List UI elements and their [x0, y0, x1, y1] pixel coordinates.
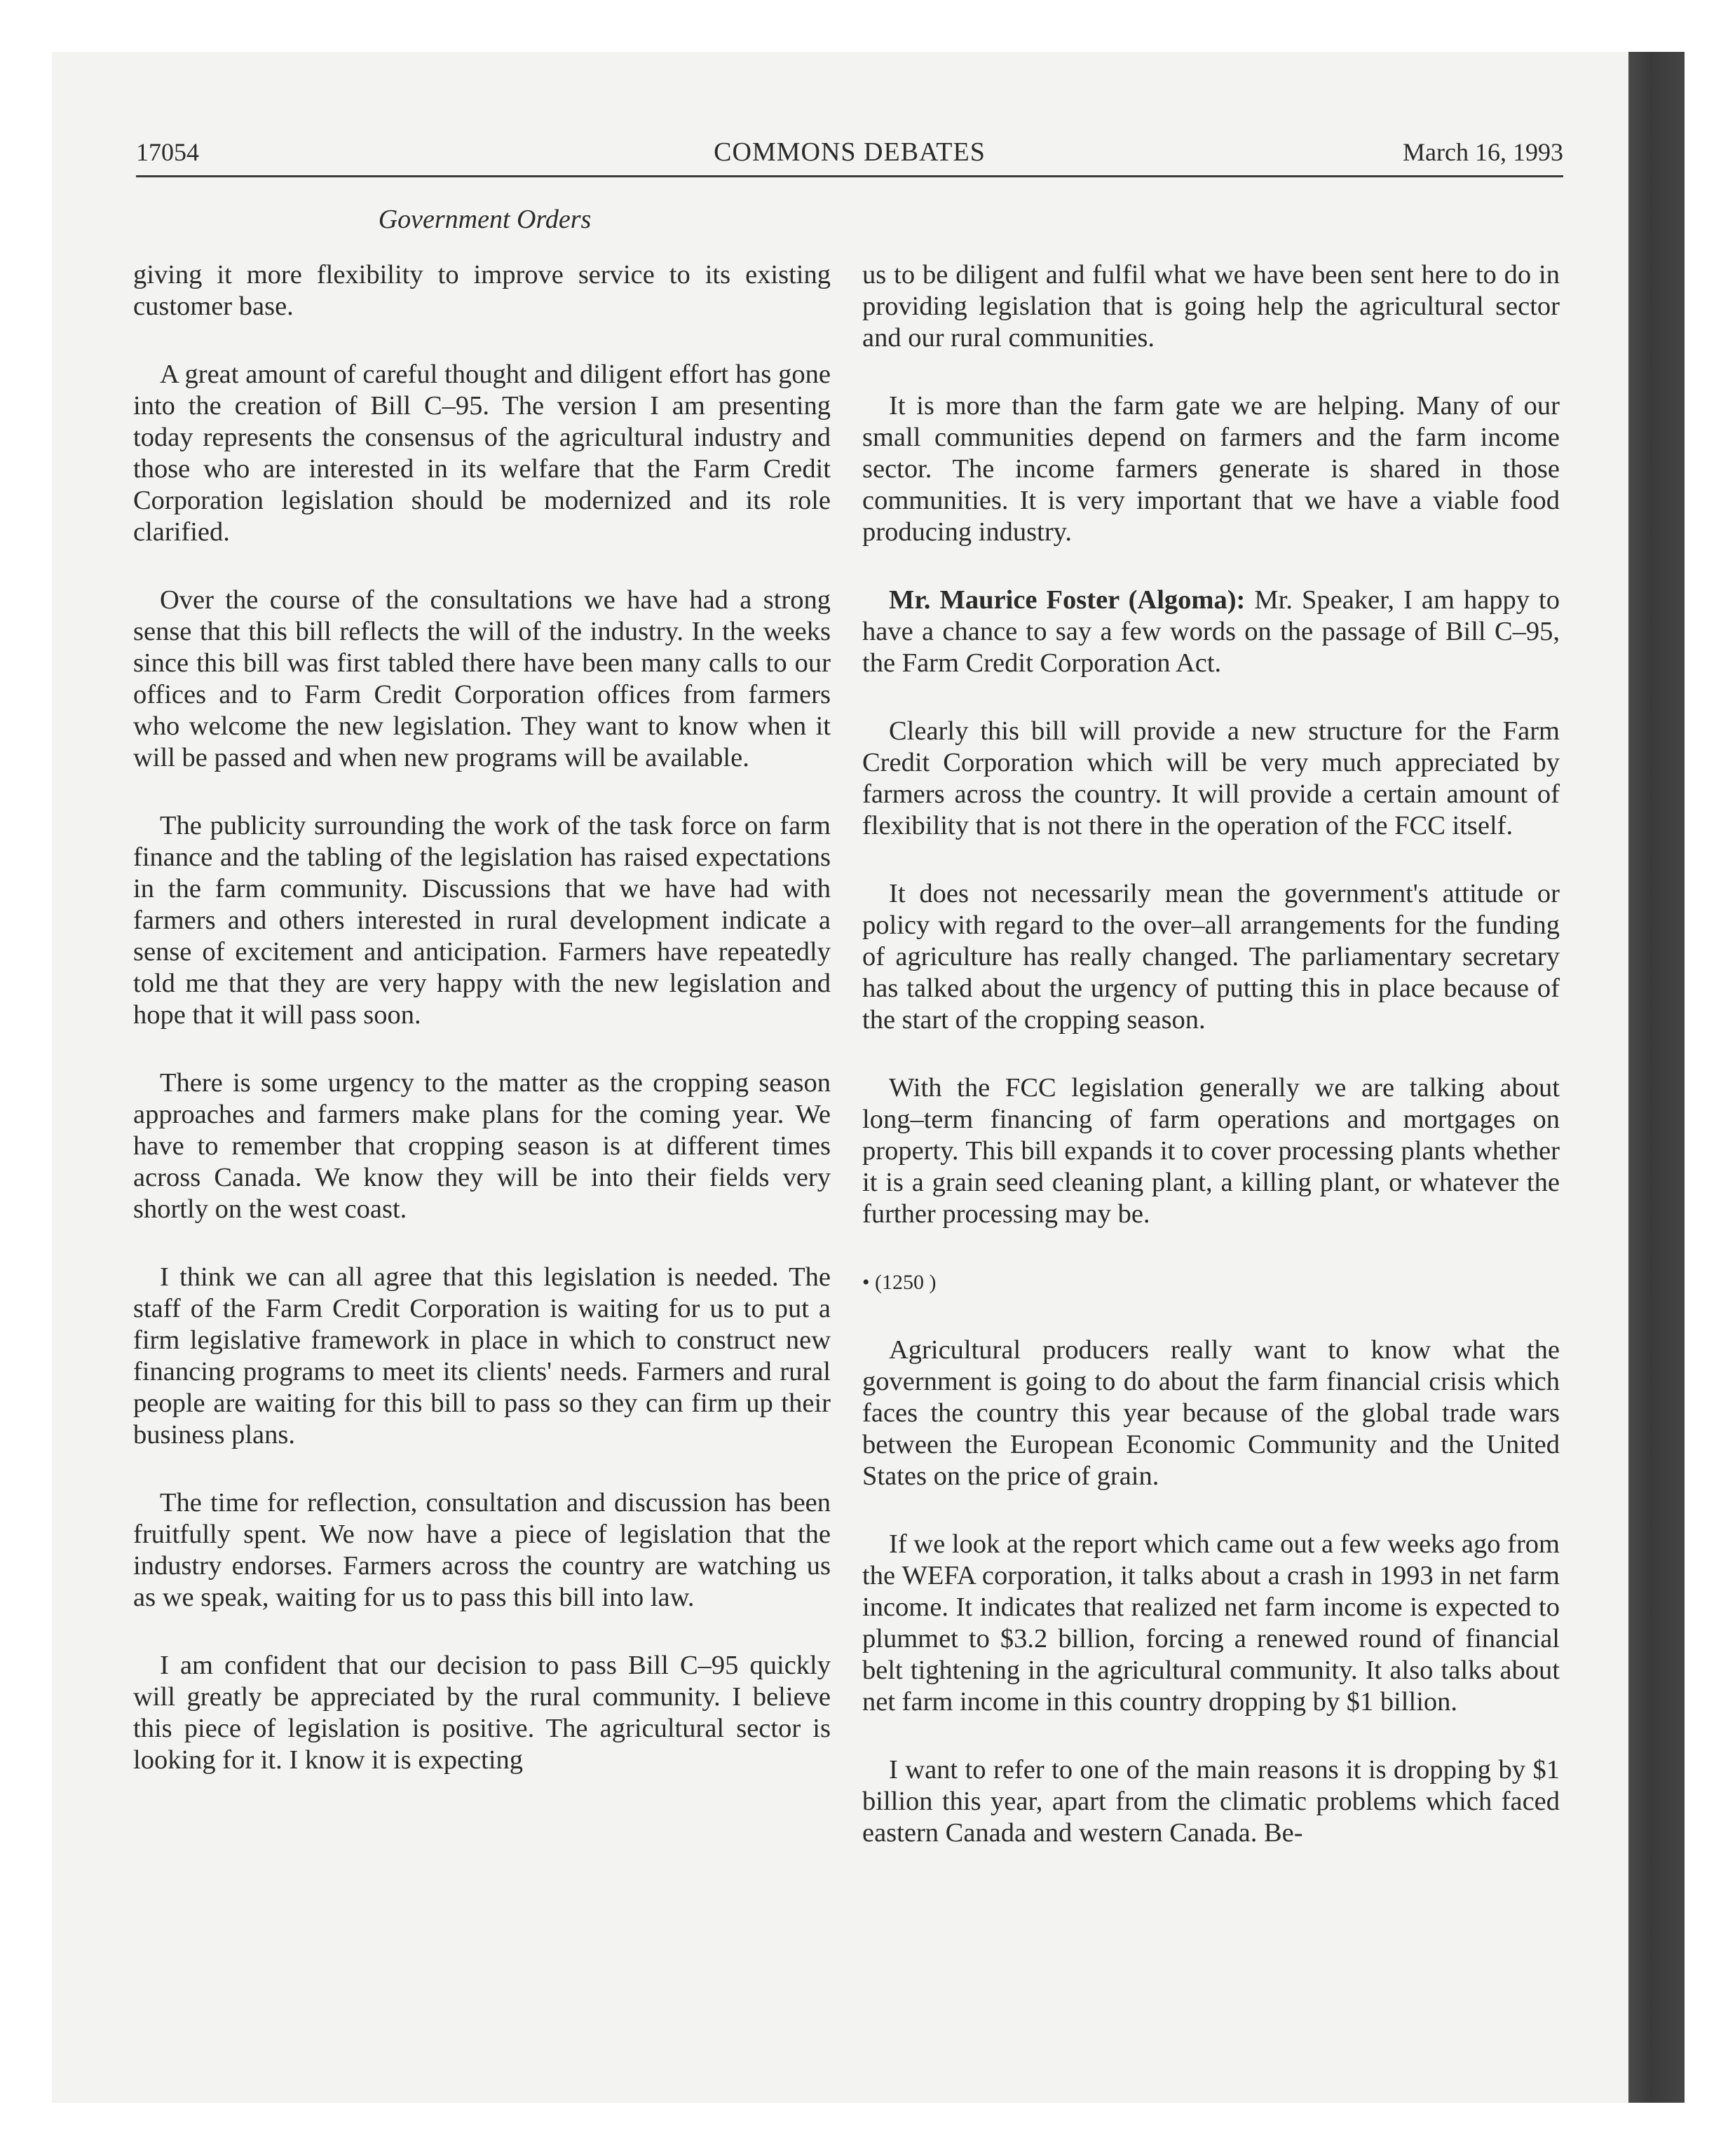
page-date: March 16, 1993 [1403, 138, 1563, 166]
speaker-name: Mr. Maurice Foster (Algoma): [889, 585, 1246, 615]
paragraph: The publicity surrounding the work of the task force on farm finance and the tabling of the legislation has raised expectations in the farm community. Discussions that we have had with farmers and others interested in rural development indicate a sense of excitement and anticipation. Farmers have repeatedly told me that they are very happy with the new legislation and hope that it will pass soon. [133, 811, 831, 1030]
paragraph: Clearly this bill will provide a new structure for the Farm Credit Corporation which will be very much appreciated by farmers across the country. It will provide a certain amount of flexibility that is not there in the operation of the FCC itself. [862, 716, 1560, 840]
right-column [862, 259, 1560, 1885]
paragraph: A great amount of careful thought and diligent effort has gone into the creation of Bill C–95. The version I am presenting today represents the consensus of the agricultural industry and those who are interested in its welfare that the Farm Credit Corporation legislation should be modernized and its role clarified. [133, 360, 831, 547]
speaker-paragraph [862, 585, 1560, 679]
paragraph: Over the course of the consultations we have had a strong sense that this bill reflects the will of the industry. In the weeks since this bill was first tabled there have been many calls to our offices and to Farm Credit Corporation offices from farmers who welcome the new legislation. They want to know when it will be passed and when new programs will be available. [133, 585, 831, 772]
paragraph: Agricultural producers really want to know what the government is going to do about the farm financial crisis which faces the country this year because of the global trade wars between the European Economic Community and the United States on the price of grain. [862, 1335, 1560, 1491]
paragraph: giving it more flexibility to improve service to its existing customer base. [133, 260, 831, 321]
time-marker: • (1250 ) [862, 1271, 937, 1294]
paragraph: If we look at the report which came out a few weeks ago from the WEFA corporation, it talks about a crash in 1993 in net farm income. It indicates that realized net farm income is expected to plummet to $3.2 billion, forcing a renewed round of financial belt tightening in the agricultural community. It also talks about net farm income in this country dropping by $1 billion. [862, 1529, 1560, 1717]
paragraph: With the FCC legislation generally we are talking about long–term financing of farm operations and mortgages on property. This bill expands it to cover processing plants whether it is a grain seed cleaning plant, a killing plant, or whatever the further processing may be. [862, 1073, 1560, 1229]
paragraph: I think we can all agree that this legislation is needed. The staff of the Farm Credit Corporation is waiting for us to put a firm legislative framework in place in which to construct new financing programs to meet its clients' needs. Farmers and rural people are waiting for this bill to pass so they can firm up their business plans. [133, 1262, 831, 1449]
paragraph: I want to refer to one of the main reasons it is dropping by $1 billion this year, apart from the climatic problems which faced eastern Canada and western Canada. Be- [862, 1755, 1560, 1848]
scan-edge-shadow [1628, 52, 1685, 2103]
paragraph: It is more than the farm gate we are helping. Many of our small communities depend on farmers and the farm income sector. The income farmers generate is shared in those communities. It is very important that we have a viable food producing industry. [862, 391, 1560, 547]
section-label: Government Orders [378, 205, 592, 234]
page-number: 17054 [136, 138, 199, 166]
paragraph: There is some urgency to the matter as the cropping season approaches and farmers make plans for the coming year. We have to remember that cropping season is at different times across Canada. We know they will be into their fields very shortly on the west coast. [133, 1068, 831, 1224]
header-rule [136, 175, 1563, 177]
left-column [133, 259, 831, 1813]
paragraph: It does not necessarily mean the government's attitude or policy with regard to the over–all arrangements for the funding of agriculture has really changed. The parliamentary secretary has talked about the urgency of putting this in place because of the start of the cropping season. [862, 879, 1560, 1035]
paragraph: The time for reflection, consultation and discussion has been fruitfully spent. We now have a piece of legislation that the industry endorses. Farmers across the country are watching us as we speak, waiting for us to pass this bill into law. [133, 1488, 831, 1612]
speaker-text: Mr. Speaker, I am happy to have a chance to say a few words on the passage of Bill C–95, the Farm Credit Corporation Act. [862, 585, 1560, 678]
journal-title: COMMONS DEBATES [714, 137, 986, 167]
running-head [136, 135, 1563, 170]
paragraph: us to be diligent and fulfil what we have been sent here to do in providing legislation that is going help the agricultural sector and our rural communities. [862, 260, 1560, 353]
paragraph: I am confident that our decision to pass Bill C–95 quickly will greatly be appreciated by the rural community. I believe this piece of legislation is positive. The agricultural sector is looking for it. I know it is expecting [133, 1651, 831, 1775]
